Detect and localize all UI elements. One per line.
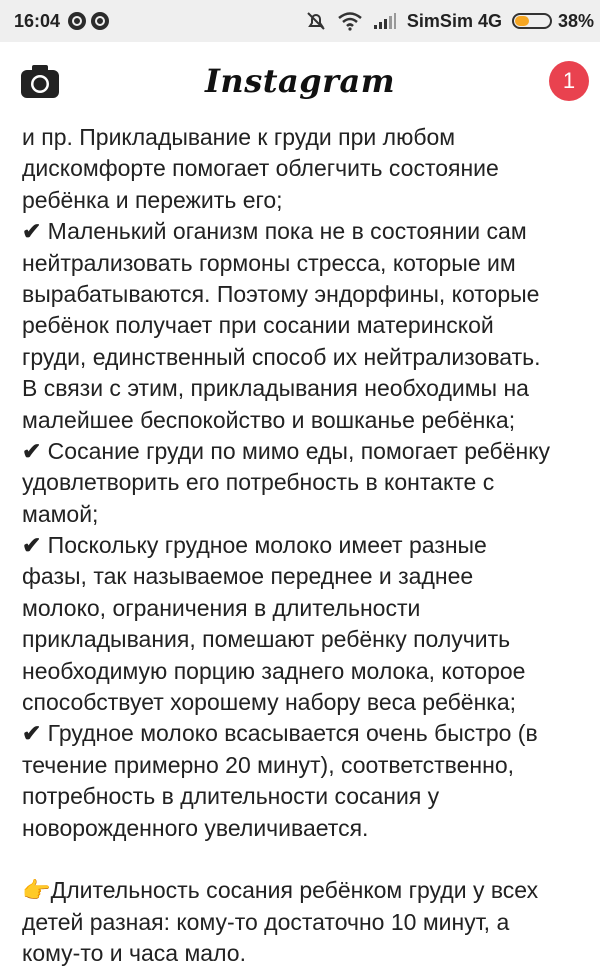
text-line-content: Грудное молоко всасывается очень быстро (в [41,720,538,747]
text-line-content: В связи с этим, прикладывания необходимы на [22,375,529,402]
text-line [22,907,592,938]
battery-icon [512,13,552,29]
text-line [22,436,592,467]
text-line [22,153,592,184]
text-line [22,938,592,969]
text-line-content: Маленький оганизм пока не в состоянии сам [41,218,527,245]
text-line [22,405,592,436]
text-line-content: груди, единственный способ их нейтрализовать. [22,343,541,370]
text-line-content: новорожденного увеличивается. [22,814,369,841]
status-time: 16:04 [14,10,61,31]
checkmark-icon: ✔ [22,437,42,464]
text-line [22,687,592,718]
text-line [22,718,592,749]
text-line [22,656,592,687]
text-line [22,750,592,781]
app-title: Instagram [204,62,396,100]
text-line [22,781,592,812]
text-line [22,813,592,844]
text-line-content: потребность в длительности сосания у [22,783,440,810]
alarm-off-icon [305,10,327,32]
text-line-content: необходимую порцию заднего молока, которое [22,657,526,684]
text-line [22,530,592,561]
text-line [22,216,592,247]
checkmark-icon: ✔ [22,720,42,747]
text-line-content: молоко, ограничения в длительности [22,594,421,621]
text-line-content: и пр. Прикладывание к груди при любом [22,124,456,150]
text-line [22,467,592,498]
text-line-content: удовлетворить его потребность в контакте с [22,469,495,496]
text-line-content: ребёнок получает при сосании материнской [22,312,494,339]
signal-icon [373,12,397,30]
text-line-content: Длительность сосания ребёнком груди у всех [50,877,539,904]
checkmark-icon: ✔ [22,532,42,559]
app-header [0,42,600,126]
whatsapp-icon [91,12,109,30]
text-line-content: прикладывания, помешают ребёнку получить [22,626,511,653]
text-line [22,310,592,341]
text-line-content: мамой; [22,500,99,527]
checkmark-icon: ✔ [22,218,42,245]
text-line-content: дискомфорте помогает облегчить состояние [22,155,499,182]
wifi-icon [337,11,363,31]
whatsapp-icon [68,12,86,30]
text-line [22,844,592,875]
battery-fill [515,16,529,26]
text-line [22,593,592,624]
text-line-content: нейтрализовать гормоны стресса, которые им [22,249,516,276]
carrier-name: SimSim 4G [406,10,502,31]
text-line [22,875,592,906]
text-line-content: способствует хорошему набору веса ребёнка; [22,689,517,716]
status-bar [0,0,600,42]
text-line-content: детей разная: кому-то достаточно 10 минут, а [22,908,510,935]
text-line-content: Поскольку грудное молоко имеет разные [41,532,487,559]
post-text [22,122,592,970]
pointing-hand-icon: 👉 [22,877,51,904]
text-line-content: Сосание груди по мимо еды, помогает ребёнку [41,437,551,464]
text-line [22,561,592,592]
text-line [22,122,592,153]
text-line-content: малейшее беспокойство и вошканье ребёнка; [22,406,516,433]
notification-badge[interactable]: 1 [549,61,589,101]
text-line [22,279,592,310]
text-line-content: кому-то и часа мало. [22,940,246,967]
text-line [22,624,592,655]
text-line [22,248,592,279]
status-right [305,10,600,32]
text-line-content: ребёнка и пережить его; [22,186,283,213]
text-line-content: фазы, так называемое переднее и заднее [22,563,474,590]
text-line [22,185,592,216]
text-line-content: течение примерно 20 минут), соответственно, [22,751,514,778]
battery-percent: 38% [557,10,594,31]
text-line [22,373,592,404]
text-line [22,499,592,530]
text-line [22,342,592,373]
text-line-content: вырабатываются. Поэтому эндорфины, которые [22,280,540,307]
status-left [0,11,114,32]
